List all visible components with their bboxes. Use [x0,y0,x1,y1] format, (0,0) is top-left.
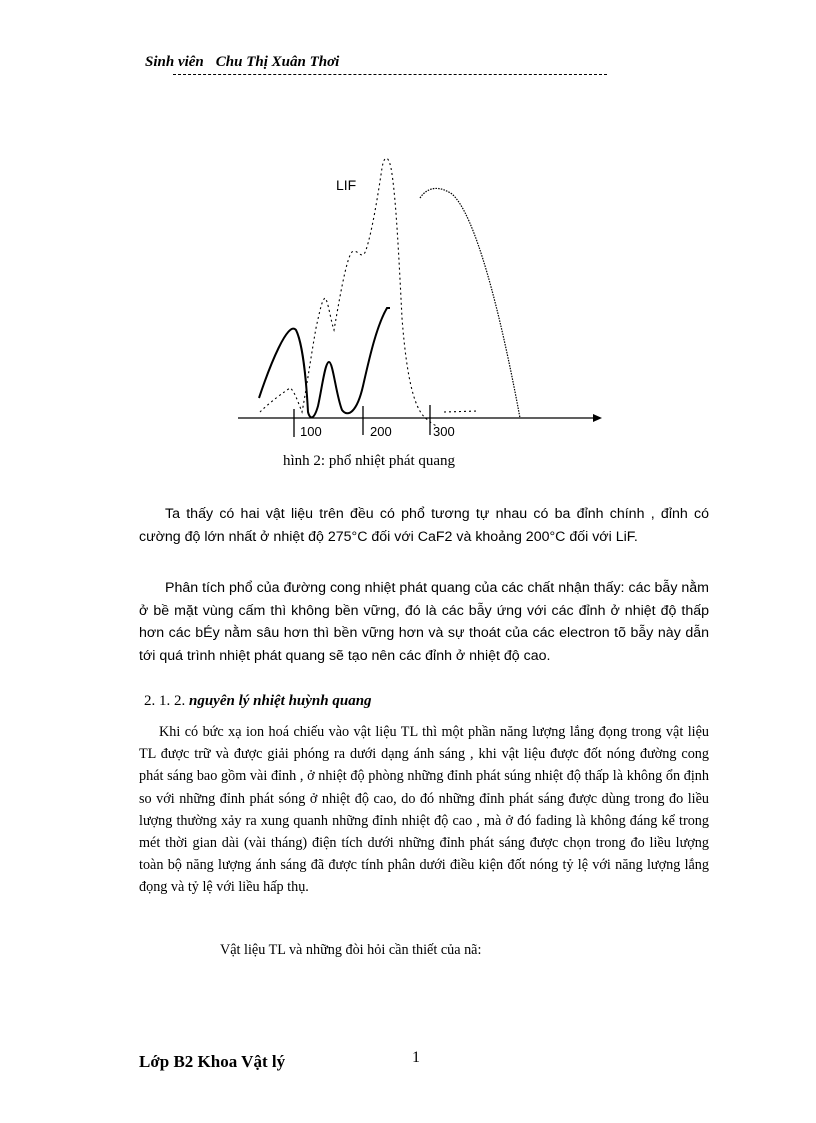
section-title: nguyên lý nhiệt huỳnh quang [189,693,372,709]
section-number: 2. 1. 2. [144,693,186,709]
figure-caption: hình 2: phổ nhiệt phát quang [283,453,456,469]
section-heading [144,693,372,710]
solid-glow-curve [259,308,390,417]
page-header [145,54,339,71]
dotted-lif-glow-curve [260,158,438,426]
header-author-name: Chu Thị Xuân Thơi [215,54,340,70]
paragraph-spectrum-analysis: Phân tích phổ của đường cong nhiệt phát quang của các chất nhận thấy: các bẫy nằm ở bề mặt vùng cấm thì không bền vững, đó là các bẫy ứng với các đỉnh ở nhiệt độ thấp hơn các bÉy nằm sâu hơn thì bền vững hơn và sự thoát của các electron tõ bẫy này dẫn tới quá trình nhiệt phát quang sẽ tạo nên các đỉnh ở nhiệt độ cao. [139,580,709,664]
dotted-tail-segment [444,411,478,412]
header-divider [173,74,607,75]
paragraph-requirements-lead: Vật liệu TL và những đòi hỏi cần thiết của nã: [220,942,482,958]
page-number: 1 [412,1049,420,1066]
dotted-high-temp-peak [420,188,520,418]
paragraph-principle: Khi có bức xạ ion hoá chiếu vào vật liệu TL thì một phần năng lượng lắng đọng trong vật liệu TL được trữ và được giải phóng ra dưới dạng ánh sáng , khi vật liệu được đốt nóng đường cong phát sáng bao gồm vài đỉnh , ở nhiệt độ phòng những đỉnh phát súng nhiệt độ thấp là không ổn định so với những đỉnh phát sóng ở nhiệt độ cao, do đó những đỉnh phát sáng được dùng trong đo liều lượng thường xảy ra xung quanh những đỉnh nhiệt độ cao , mà ở đó fading là không đáng kể trong mét thời gian dài (vài tháng) điện tích dưới những đỉnh phát sáng được chọn trong đo liều lượng toàn bộ năng lượng ánh sáng đã được tính phân dưới điều kiện đốt nóng tỷ lệ với năng lượng lắng đọng và tỷ lệ với liều hấp thụ. [139,724,709,896]
tick-label-300: 300 [433,424,455,439]
x-axis-arrowhead [593,414,602,422]
series-label-lif: LIF [336,177,357,193]
thermoluminescence-spectrum-figure [230,150,610,450]
tick-label-200: 200 [370,424,392,439]
footer-class-label: Lớp B2 Khoa Vật lý [139,1052,286,1071]
header-label: Sinh viên [145,54,204,70]
tick-label-100: 100 [300,424,322,439]
paragraph-peak-comparison: Ta thấy có hai vật liệu trên đều có phổ tương tự nhau có ba đỉnh chính , đỉnh có cường độ lớn nhất ở nhiệt độ 275°C đối với CaF2 và khoảng 200°C đối với LiF. [139,506,709,545]
